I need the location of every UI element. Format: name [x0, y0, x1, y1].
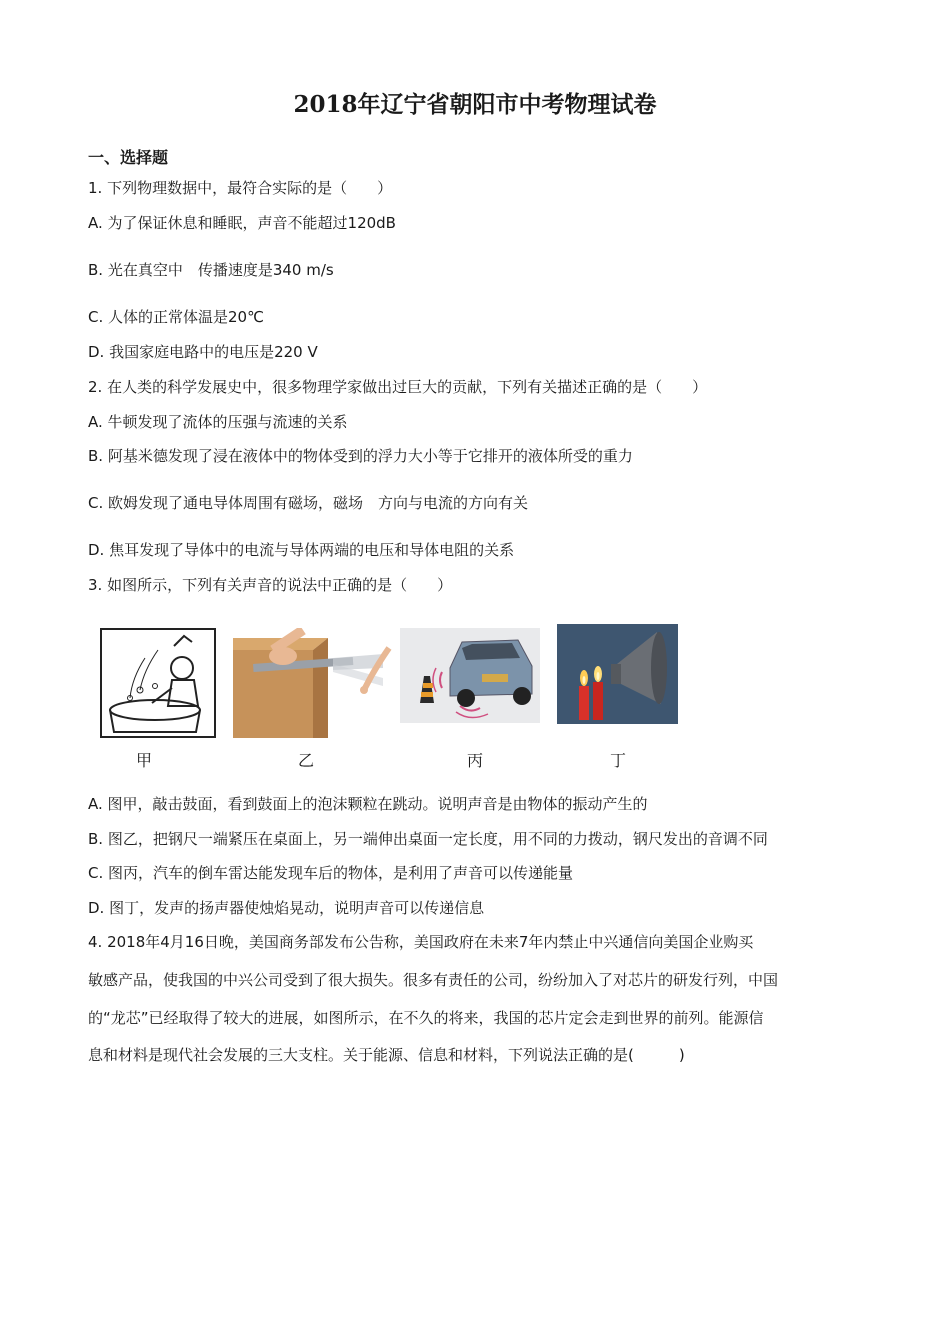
question-1-option-d: D. 我国家庭电路中的电压是220 V — [88, 343, 318, 361]
question-2-option-d: D. 焦耳发现了导体中的电流与导体两端的电压和导体电阻的关系 — [88, 541, 515, 559]
question-3-option-c: C. 图丙，汽车的倒车雷达能发现车后的物体，是利用了声音可以传递能量 — [88, 864, 574, 882]
question-3-option-b: B. 图乙，把钢尺一端紧压在桌面上，另一端伸出桌面一定长度，用不同的力拨动，钢尺发出的音调不同 — [88, 830, 768, 848]
question-1-option-c: C. 人体的正常体温是20℃ — [88, 308, 264, 326]
question-2-option-c: C. 欧姆发现了通电导体周围有磁场，磁场 方向与电流的方向有关 — [88, 494, 529, 512]
question-1-stem: 1. 下列物理数据中，最符合实际的是（ ） — [88, 179, 393, 197]
figure-label-bing: 丙 — [467, 751, 484, 770]
figure-car-radar-illustration — [400, 628, 540, 723]
question-3-option-d: D. 图丁，发声的扬声器使烛焰晃动，说明声音可以传递信息 — [88, 899, 485, 917]
page-title: 2018年辽宁省朝阳市中考物理试卷 — [293, 91, 657, 118]
question-2-stem: 2. 在人类的科学发展史中，很多物理学家做出过巨大的贡献，下列有关描述正确的是（ ） — [88, 378, 708, 396]
question-4-line-2: 敏感产品，使我国的中兴公司受到了很大损失。很多有责任的公司，纷纷加入了对芯片的研发行列，中国 — [88, 971, 779, 989]
question-2-option-a: A. 牛顿发现了流体的压强与流速的关系 — [88, 413, 348, 431]
figure-label-ding: 丁 — [610, 751, 627, 770]
question-4-line-1: 4. 2018年4月16日晚，美国商务部发布公告称，美国政府在未来7年内禁止中兴通信向美国企业购买 — [88, 933, 754, 951]
question-1-option-a: A. 为了保证休息和睡眠，声音不能超过120dB — [88, 214, 396, 232]
question-3-stem: 3. 如图所示，下列有关声音的说法中正确的是（ ） — [88, 576, 453, 594]
section-heading: 一、选择题 — [88, 148, 169, 167]
figure-speaker-candle-illustration — [557, 624, 678, 724]
question-4-line-4: 息和材料是现代社会发展的三大支柱。关于能源、信息和材料，下列说法正确的是( ) — [88, 1046, 685, 1064]
figure-ruler-illustration — [233, 628, 395, 738]
question-4-line-3: 的“龙芯”已经取得了较大的进展，如图所示，在不久的将来，我国的芯片定会走到世界的前列。能源信 — [88, 1009, 764, 1027]
figure-label-jia: 甲 — [136, 751, 153, 770]
figure-label-yi: 乙 — [298, 751, 315, 770]
figure-drum-illustration — [100, 628, 216, 738]
question-3-option-a: A. 图甲，敲击鼓面，看到鼓面上的泡沫颗粒在跳动。说明声音是由物体的振动产生的 — [88, 795, 648, 813]
question-1-option-b: B. 光在真空中 传播速度是340 m/s — [88, 261, 334, 279]
question-2-option-b: B. 阿基米德发现了浸在液体中的物体受到的浮力大小等于它排开的液体所受的重力 — [88, 447, 633, 465]
